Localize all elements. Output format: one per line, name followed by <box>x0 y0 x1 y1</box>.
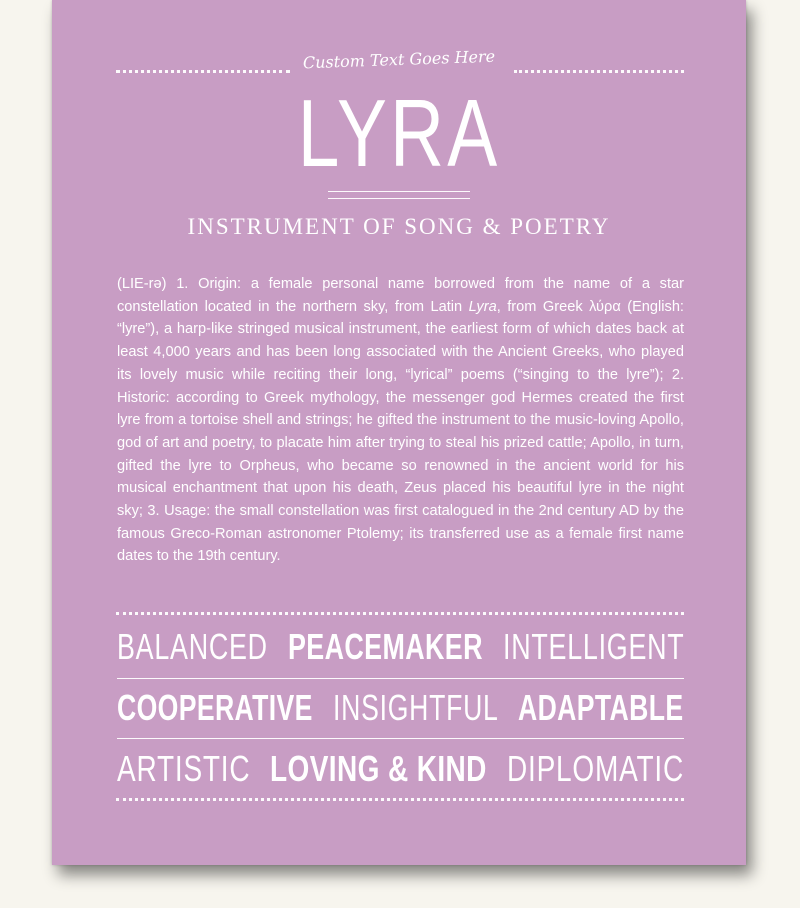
traits-dotted-rule-bottom <box>116 798 684 801</box>
traits-dotted-rule-top <box>116 612 684 615</box>
name-title: LYRA <box>297 80 501 187</box>
trait-word: BALANCED <box>117 626 268 667</box>
trait-word: ARTISTIC <box>117 748 251 789</box>
traits-row <box>117 684 684 732</box>
name-definition <box>117 273 684 568</box>
definition-text: , from Greek λύρα (English: “lyre”), a harp-like stringed musical instrument, the earliest form of which dates back at least 4,000 years and has been long associated with the Ancient Greeks, who played its lovely music while reciting their long, “lyrical” poems (“singing to the lyre”); 2. Historic: according to Greek mythology, the messenger god Hermes created the first lyre from a tortoise shell and strings; he gifted the instrument to the music-loving Apollo, god of art and poetry, to placate him after trying to steal his prized cattle; Apollo, in turn, gifted the lyre to Orpheus, who became so renowned in the ancient world for his musical enchantment that upon his death, Zeus placed his beautiful lyre in the night sky; 3. Usage: the small constellation was first catalogued in the 2nd century AD by the famous Greco-Roman astronomer Ptolemy; its transferred use as a female first name dates to the 19th century. <box>117 298 684 565</box>
custom-text: Custom Text Goes Here <box>302 46 496 73</box>
definition-latin-word: Lyra <box>468 298 497 315</box>
trait-word: COOPERATIVE <box>117 687 313 728</box>
traits-divider <box>117 738 684 739</box>
definition-text: (LIE-rə) 1. Origin: a female personal name borrowed from the name of a star constellation located in the northern sky, from Latin <box>117 276 684 315</box>
traits-row <box>117 745 684 793</box>
divider-line <box>328 191 470 192</box>
name-meaning: INSTRUMENT OF SONG & POETRY <box>187 214 611 239</box>
header-dotted-rule-right <box>514 70 684 73</box>
traits-row <box>117 623 684 671</box>
divider-line <box>328 198 470 199</box>
trait-word: INSIGHTFUL <box>332 687 499 728</box>
trait-word: DIPLOMATIC <box>507 748 685 789</box>
name-poster <box>52 0 746 865</box>
traits-divider <box>117 678 684 679</box>
trait-word: PEACEMAKER <box>287 626 483 667</box>
trait-word: ADAPTABLE <box>518 687 684 728</box>
trait-word: LOVING & KIND <box>270 748 487 789</box>
trait-word: INTELLIGENT <box>502 626 685 667</box>
